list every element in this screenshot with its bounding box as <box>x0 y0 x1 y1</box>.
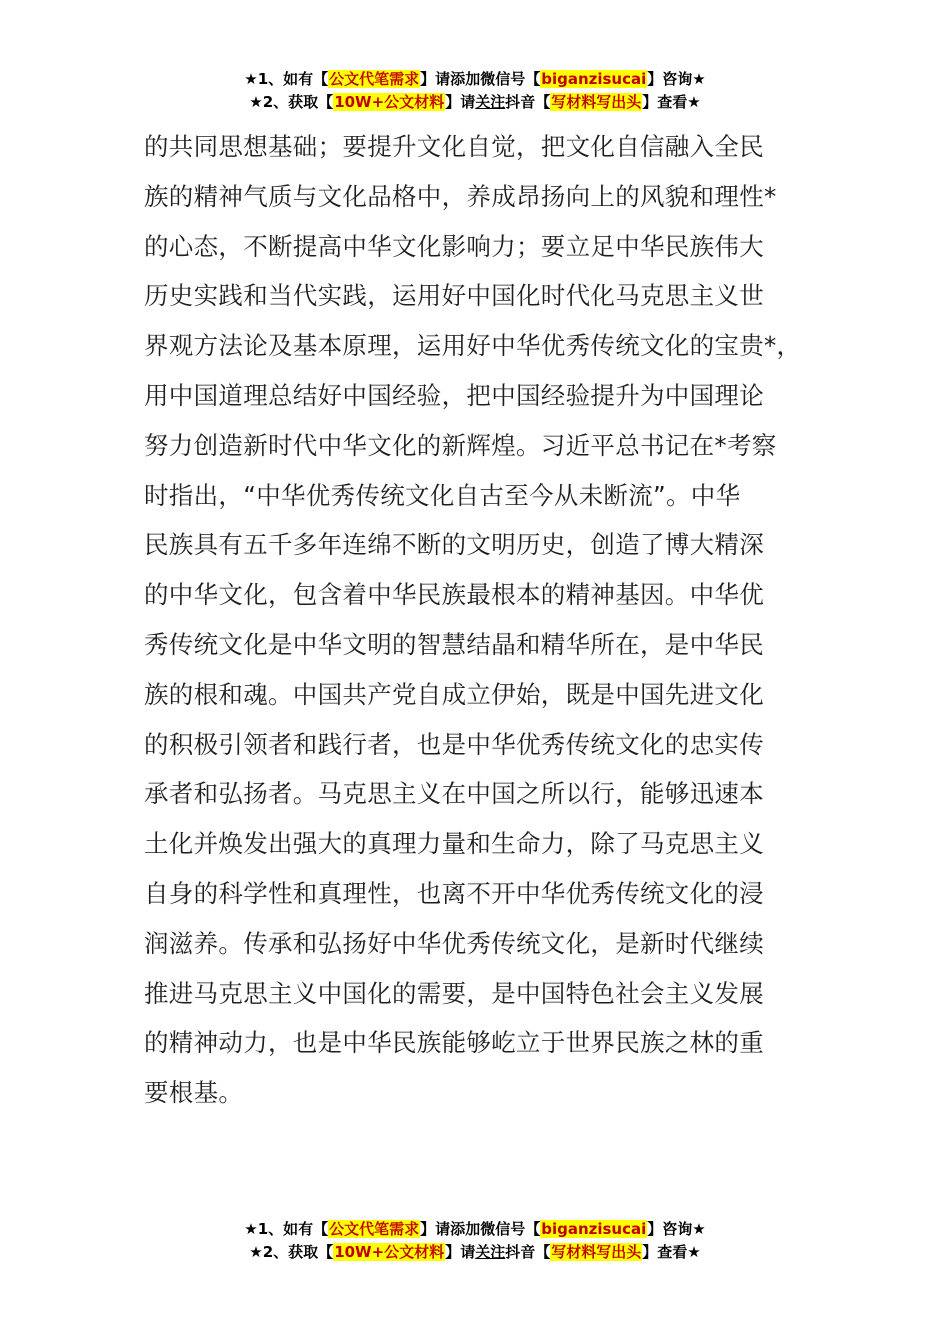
banner-text: 微信号【 <box>480 70 541 88</box>
body-line: 要根基。 <box>144 1078 244 1108</box>
banner-text: 】查看★ <box>642 1243 701 1261</box>
body-line: 承者和弘扬者。马克思主义在中国之所以行，能够迅速本 <box>144 779 764 809</box>
body-line: 推进马克思主义中国化的需要，是中国特色社会主义发展 <box>144 978 764 1008</box>
body-line: 的心态，不断提高中华文化影响力；要立足中华民族伟大 <box>144 231 764 261</box>
body-line: 努力创造新时代中华文化的新辉煌。习近平总书记在*考察 <box>144 430 777 460</box>
body-line: 的共同思想基础；要提升文化自觉，把文化自信融入全民 <box>144 132 764 161</box>
banner-text: 】请添 <box>420 1220 466 1238</box>
body-line: 民族具有五千多年连绵不断的文明历史，创造了博大精深 <box>144 530 764 560</box>
banner-text: 关注 <box>475 93 506 111</box>
highlight-wechat-id: biganzisucai <box>541 1220 647 1238</box>
body-line: 的精神动力，也是中华民族能够屹立于世界民族之林的重 <box>144 1028 764 1058</box>
body-line: 界观方法论及基本原理，运用好中华优秀传统文化的宝贵*， <box>144 331 802 361</box>
banner-text: 】请 <box>445 93 476 111</box>
body-line: 秀传统文化是中华文明的智慧结晶和精华所在，是中华民 <box>144 629 764 659</box>
banner-text: 】咨询★ <box>647 1220 706 1238</box>
header-banner <box>0 68 950 114</box>
highlight-douyin-account: 写材料写出头 <box>551 1243 642 1261</box>
body-line: 的中华文化，包含着中华民族最根本的精神基因。中华优 <box>144 580 764 610</box>
body-line: 用中国道理总结好中国经验，把中国经验提升为中国理论 <box>144 380 764 410</box>
banner-text: 加 <box>465 70 481 88</box>
banner-line-1 <box>0 1218 950 1241</box>
banner-text: 】咨询★ <box>647 70 706 88</box>
body-line: 族的精神气质与文化品格中，养成昂扬向上的风貌和理性* <box>144 181 777 211</box>
banner-text: ★2、获取【 <box>249 1243 334 1261</box>
banner-line-1 <box>0 68 950 91</box>
banner-text: 抖音【 <box>505 93 551 111</box>
banner-line-2 <box>0 1241 950 1264</box>
body-line: 润滋养。传承和弘扬好中华优秀传统文化，是新时代继续 <box>144 928 764 958</box>
banner-text: 】请 <box>445 1243 476 1261</box>
banner-line-2 <box>0 91 950 114</box>
body-line: 的积极引领者和践行者，也是中华优秀传统文化的忠实传 <box>144 729 764 759</box>
banner-text: 关注 <box>475 1243 506 1261</box>
banner-text: ★2、获取【 <box>249 93 334 111</box>
highlight-douyin-account: 写材料写出头 <box>551 93 642 111</box>
body-line: 时指出，“中华优秀传统文化自古至今从未断流”。中华 <box>144 480 741 510</box>
banner-text: ★1、如有【 <box>244 1220 329 1238</box>
highlight-service: 公文代笔需求 <box>329 70 420 88</box>
highlight-materials: 10W+公文材料 <box>334 1243 445 1261</box>
highlight-service: 公文代笔需求 <box>329 1220 420 1238</box>
footer-banner <box>0 1218 950 1264</box>
banner-text: 微信号【 <box>480 1220 541 1238</box>
body-line: 族的根和魂。中国共产党自成立伊始，既是中国先进文化 <box>144 679 764 709</box>
banner-text: 】查看★ <box>642 93 701 111</box>
body-line: 土化并焕发出强大的真理力量和生命力，除了马克思主义 <box>144 829 764 859</box>
banner-text: 加 <box>465 1220 481 1238</box>
document-body <box>144 122 824 1118</box>
banner-text: 】请添 <box>420 70 466 88</box>
banner-text: ★1、如有【 <box>244 70 329 88</box>
body-line: 自身的科学性和真理性，也离不开中华优秀传统文化的浸 <box>144 878 764 908</box>
highlight-materials: 10W+公文材料 <box>334 93 445 111</box>
body-line: 历史实践和当代实践，运用好中国化时代化马克思主义世 <box>144 281 764 311</box>
highlight-wechat-id: biganzisucai <box>541 70 647 88</box>
banner-text: 抖音【 <box>505 1243 551 1261</box>
